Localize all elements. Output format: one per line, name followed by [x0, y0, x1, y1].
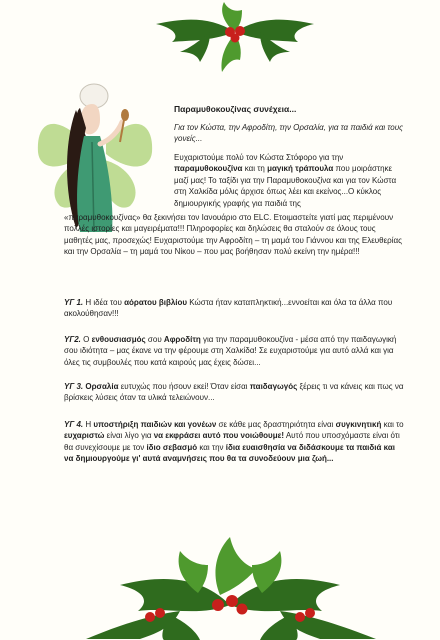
postscript-3-text-3: ξέρεις τι να κάνεις και πως να βρίσκεις λύσεις όταν τα υλικά τελειώνουν... — [64, 382, 404, 403]
postscript-4-text-1: Η — [83, 420, 94, 429]
postscript-4-bold-4: να εκφράσει αυτό που νοιώθουμε! — [153, 431, 285, 441]
thanks-bold-1: παραμυθοκουζίνα — [174, 164, 243, 174]
postscript-4-text-6: και την — [197, 442, 226, 452]
postscript-4-text-5: Αυτό που υποσχόμαστε είναι ότι θα συνεχίσουμε με τον — [64, 431, 400, 452]
postscript-2-text-3: για την παραμυθοκουζίνα - μέσα από την παιδαγωγική σου ιδιότητα – μας έκανε να την φέρουμε στη Χαλκίδα! Σε ευχαριστούμε για αυτό αλλά και για όλες τις συμβουλές που κατά καιρούς μας έχεις δώσει... — [64, 335, 397, 367]
postscript-1-text-1: Η ιδέα του — [83, 298, 125, 307]
postscript-4-bold-6: ίδια ευαισθησία να διδάσκουμε τα παιδιά και να δημιουργούμε γι' αυτά αναμνήσεις που θα τα συνοδεύουν μια ζωή... — [64, 442, 395, 464]
postscript-1-bold-1: αόρατου βιβλίου — [124, 298, 188, 307]
postscript-4-text-3: και το — [381, 420, 404, 429]
holly-top-icon — [150, 2, 320, 74]
postscript-4-bold-3: ευχαριστώ — [64, 431, 105, 441]
postscript-2 — [64, 334, 404, 368]
postscript-4-text-4: είναι λίγο για — [104, 431, 154, 441]
thanks-text-4: «παραμυθοκουζίνας» θα ξεκινήσει τον Ιανουάριο στο ELC. Ετοιμαστείτε γιατί μας περιμένουν πολλές ιστορίες και μαγειρέματα!!! Πληροφορίες και δηλώσεις θα σταλούν σε όλους τους μαθητές μας, προσεχώς! Ευχαριστούμε την Αφροδίτη – τη μαμά του Γιάννου και της Ελευθερίας και την Ορσαλία – τη μαμά του Νίκου – που μας βοήθησαν πολύ εκείνη την ημέρα!!! — [64, 213, 402, 257]
postscript-4-bold-1: υποστήριξη παιδιών και γονέων — [93, 420, 217, 429]
chef-fairy-illustration — [34, 82, 156, 232]
postscript-3-bold-1: Ορσαλία — [85, 382, 119, 391]
postscript-2-bold-1: ενθουσιασμός — [91, 335, 146, 344]
postscript-4-text-2: σε κάθε μας δραστηριότητα είναι — [216, 420, 336, 429]
subtitle: Για τον Κώστα, την Αφροδίτη, την Ορσαλία, για τα παιδιά και τους γονείς... — [174, 123, 403, 143]
thanks-text-3: που μοιράστηκε μαζί μας! Το ταξίδι για την Παραμυθοκουζίνα και για τον Κώστα στη Χαλκίδα μόλις άρχισε όπως λέει και εκείνος...Ο κύκλος δημιουργικής γραφής για παιδιά της — [174, 164, 397, 208]
postscript-2-text-2: σου — [145, 335, 164, 344]
thanks-paragraph — [174, 152, 406, 209]
holly-bottom-icon — [80, 535, 380, 640]
postscript-2-label: ΥΓ2. — [64, 335, 81, 344]
postscript-4 — [64, 419, 404, 465]
postscript-4-label: ΥΓ 4. — [64, 420, 84, 429]
postscript-1-label: ΥΓ 1. — [64, 298, 84, 307]
postscript-3 — [64, 381, 404, 404]
postscript-1 — [64, 297, 404, 320]
postscript-4-bold-2: συγκινητική — [335, 420, 382, 429]
postscript-3-text-2: ευτυχώς που ήσουν εκεί! Όταν είσαι — [118, 382, 250, 391]
postscript-1-text-2: Κώστα ήταν καταπληκτική...εννοείται και όλα τα άλλα που ακολούθησαν!!! — [64, 298, 393, 319]
thanks-text-1: Ευχαριστούμε πολύ τον Κώστα Στόφορο για την — [174, 153, 344, 162]
thanks-bold-2: μαγική τράπουλα — [267, 164, 334, 174]
thanks-text-2: και τη — [242, 164, 268, 174]
thanks-paragraph-continued — [64, 212, 406, 258]
postscript-3-bold-2: παιδαγωγός — [249, 382, 298, 391]
page-title: Παραμυθοκουζίνας συνέχεια... — [174, 104, 297, 114]
postscript-2-text-1: Ο — [80, 335, 92, 344]
postscript-2-bold-2: Αφροδίτη — [163, 335, 201, 344]
postscript-3-label: ΥΓ 3. — [64, 382, 84, 391]
postscript-4-bold-5: ίδιο σεβασμό — [146, 442, 198, 452]
